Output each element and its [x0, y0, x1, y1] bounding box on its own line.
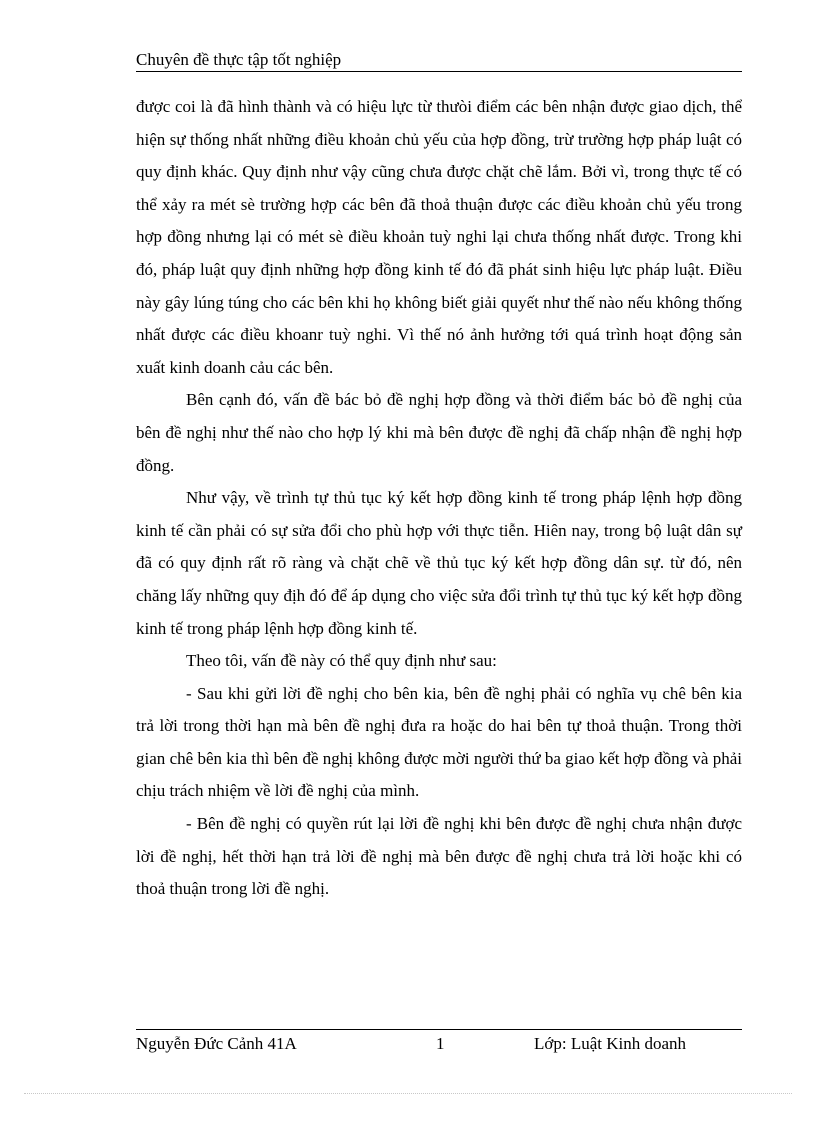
paragraph: - Sau khi gửi lời đề nghị cho bên kia, bên đề nghị phải có nghĩa vụ chê bên kia trả lời trong thời hạn mà bên đề nghị đưa ra hoặc do hai bên tự thoả thuận. Trong thời gian chê bên kia thì bên đề nghị không được mời người thứ ba giao kết hợp đồng và phải chịu trách nhiệm về lời đề nghị của mình.: [136, 683, 742, 801]
footer-author: Nguyễn Đức Cảnh 41A: [136, 1034, 297, 1053]
paragraph: Bên cạnh đó, vấn đề bác bỏ đề nghị hợp đồng và thời điểm bác bỏ đề nghị của bên đề nghị như thế nào cho hợp lý khi mà bên được đề nghị đã chấp nhận đề nghị hợp đồng.: [136, 390, 742, 475]
header-title: Chuyên đề thực tập tốt nghiệp: [136, 50, 342, 69]
paragraph: - Bên đề nghị có quyền rút lại lời đề nghị khi bên được đề nghị chưa nhận được lời đề nghị, hết thời hạn trả lời đề nghị mà bên được đề nghị chưa trả lời hoặc khi có thoả thuận trong lời đề nghị.: [136, 814, 742, 899]
paragraph: Như vậy, về trình tự thủ tục ký kết hợp đồng kinh tế trong pháp lệnh hợp đồng kinh tế cần phải có sự sửa đổi cho phù hợp với thực tiễn. Hiên nay, trong bộ luật dân sự đã có quy định rất rõ ràng và chặt chẽ về thủ tục ký kết hợp đồng dân sự. từ đó, nên chăng lấy những quy địh đó để áp dụng cho việc sửa đổi trình tự thủ tục ký kết hợp đồng kinh tế trong pháp lệnh hợp đồng kinh tế.: [136, 488, 742, 638]
footer-class-label: Lớp: Luật Kinh doanh: [534, 1034, 687, 1053]
page-header: [136, 50, 742, 72]
page-number: 1: [436, 1034, 445, 1053]
document-body: [136, 91, 742, 906]
paragraph: được coi là đã hình thành và có hiệu lực từ thưòi điểm các bên nhận được giao dịch, thể hiện sự thống nhất những điều khoản chủ yếu của hợp đồng, trừ trường hợp pháp luật có quy định khác. Quy định như vậy cũng chưa được chặt chẽ lắm. Bởi vì, trong thực tế có thể xảy ra mét sè trường hợp các bên đã thoả thuận được các điều khoản chủ yếu trong hợp đồng nhưng lại có mét sè điều khoản tuỳ nghi lại chưa thống nhất được. Trong khi đó, pháp luật quy định những hợp đồng kinh tế đó đã phát sinh hiệu lực pháp luật. Điều này gây lúng túng cho các bên khi họ không biết giải quyết như thế nào nếu không thống nhất được các điều khoanr tuỳ nghi. Vì thế nó ảnh hưởng tới quá trình hoạt động sản xuất kinh doanh cảu các bên.: [136, 97, 742, 377]
page-footer: [136, 1033, 742, 1081]
paragraph: Theo tôi, vấn đề này có thể quy định như sau:: [186, 651, 497, 671]
page-bottom-border: [24, 1093, 792, 1094]
footer-divider: [136, 1029, 742, 1030]
